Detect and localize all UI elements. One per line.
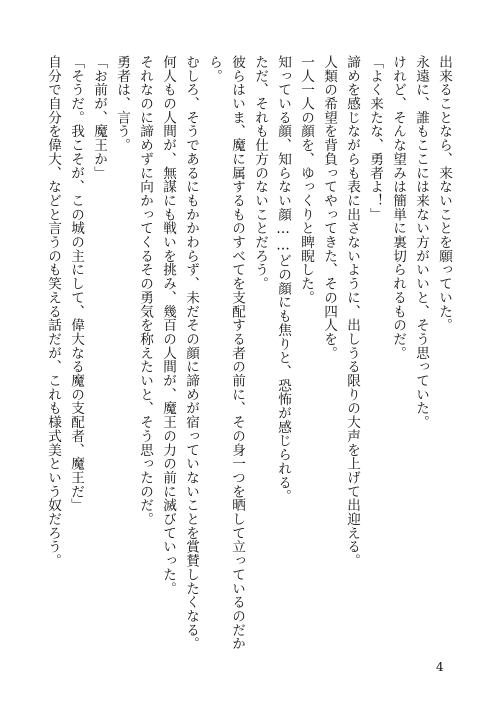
text-line: むしろ、そうであるにもかかわらず、未だその顔に諦めが宿っていないことを賞賛したくなる。 [183,55,199,651]
text-line: 「お前が、魔王か」 [91,55,107,180]
text-line: 人類の希望を背負ってやってきた、その四人を。 [321,55,337,360]
text-line: 「そうだ。我こそが、この城の主にして、偉大なる魔の支配者、魔王だ」 [68,55,84,513]
text-line: 彼らはいま、魔に属するものすべてを支配する者の前に、その身一つを晒して立っているのだか [229,55,245,651]
text-line: 何人もの人間が、無謀にも戦いを挑み、幾百の人間が、魔王の力の前に滅びていった。 [160,55,176,596]
text-line: 勇者は、言う。 [114,55,130,152]
text-line: 一人一人の顔を、ゆっくりと睥睨した。 [298,55,314,305]
text-line: 「よく来たな、勇者よ！」 [367,55,383,222]
text-line: 知っている顔、知らない顔……どの顔にも焦りと、恐怖が感じられる。 [275,55,291,503]
text-line: それなのに諦めずに向かってくるその勇気を称えたいと、そう思ったのだ。 [137,55,153,526]
text-line: ら。 [206,55,222,83]
text-line: 出来ることなら、来ないことを願っていた。 [436,55,452,332]
text-line: ただ、それも仕方のないことだろう。 [252,55,268,291]
text-line: 諦めを感じながらも表に出さないように、出しうる限りの大声を上げて出迎える。 [344,55,360,568]
page-number: 4 [436,660,444,674]
text-line: 自分で自分を偉大、などと言うのも笑える話だが、これも様式美という奴だろう。 [45,55,61,568]
text-line: けれど、そんな望みは簡単に裏切られるものだ。 [390,55,406,360]
text-line: 永遠に、誰もここには来ない方がいいと、そう思っていた。 [413,55,429,429]
